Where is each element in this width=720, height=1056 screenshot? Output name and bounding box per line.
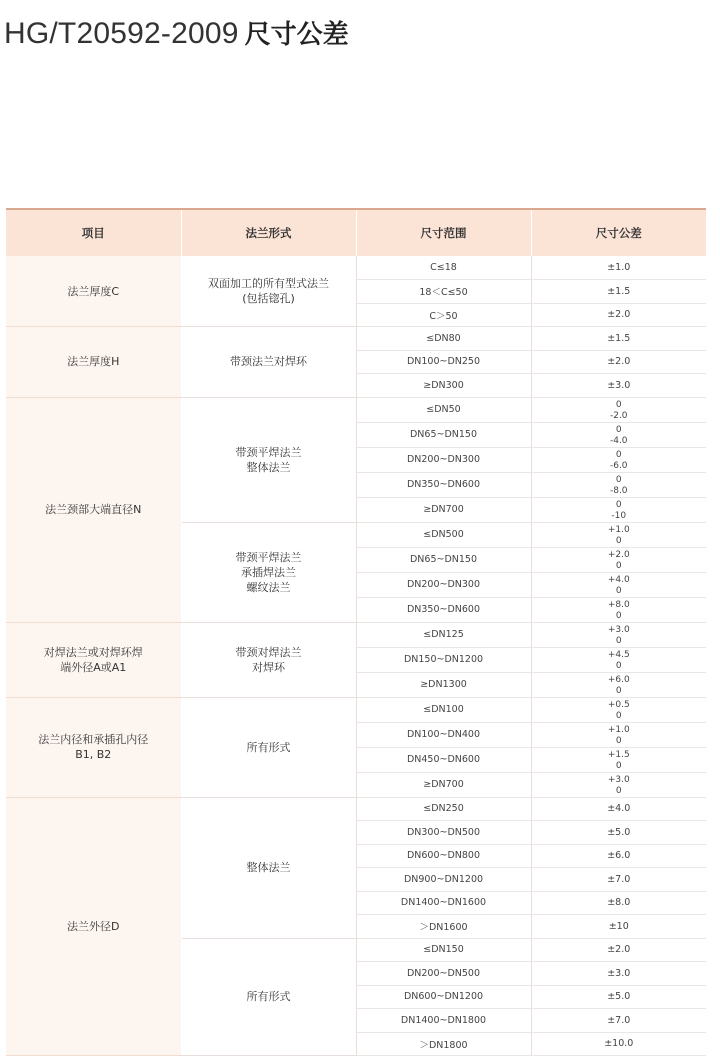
tolerance-cell: ±2.0 — [531, 938, 706, 962]
item-label — [6, 354, 181, 369]
tolerance-cell: ±7.0 — [531, 868, 706, 892]
flange-form-label-line: 所有形式 — [246, 740, 291, 754]
tolerance-cell — [531, 722, 706, 747]
item-cell — [6, 327, 181, 398]
flange-form-cell — [181, 256, 356, 327]
flange-form-label — [182, 989, 356, 1004]
size-range-cell: DN1400~DN1600 — [356, 891, 531, 915]
tolerance-upper: +1.0 — [607, 524, 630, 535]
tolerance-upper: 0 — [615, 474, 622, 485]
flange-form-cell — [181, 327, 356, 398]
item-cell — [6, 697, 181, 797]
size-range-cell: ≤DN80 — [356, 327, 531, 351]
flange-form-label-line: 双面加工的所有型式法兰 — [208, 277, 329, 290]
flange-form-label — [182, 550, 356, 595]
header-flange-form: 法兰形式 — [181, 209, 356, 256]
tolerance-stack — [610, 448, 628, 472]
flange-form-label-line: 螺纹法兰 — [246, 580, 291, 594]
tolerance-cell: ±1.0 — [531, 256, 706, 280]
tolerance-lower: 0 — [615, 535, 622, 546]
flange-form-label-line: 整体法兰 — [246, 460, 291, 474]
tolerance-cell: ±4.0 — [531, 797, 706, 821]
tolerance-upper: +0.5 — [607, 699, 630, 710]
tolerance-cell — [531, 547, 706, 572]
tolerance-cell — [531, 572, 706, 597]
size-range-cell: ＞DN1600 — [356, 915, 531, 939]
page-title — [4, 14, 349, 54]
item-label-line: 对焊法兰或对焊环焊 — [43, 645, 143, 659]
table-row — [6, 697, 706, 722]
tolerance-cell — [531, 747, 706, 772]
flange-form-label-line: 带颈平焊法兰 — [235, 445, 302, 459]
tolerance-lower: 0 — [615, 785, 622, 796]
tolerance-cell: ±1.5 — [531, 327, 706, 351]
size-range-cell: DN200~DN500 — [356, 962, 531, 986]
tolerance-cell: ±7.0 — [531, 1009, 706, 1033]
tolerance-stack — [611, 498, 626, 522]
item-cell — [6, 797, 181, 1056]
tolerance-cell — [531, 422, 706, 447]
item-cell — [6, 397, 181, 622]
item-label-line: 法兰颈部大端直径N — [45, 503, 142, 516]
flange-form-label-line: 对焊环 — [252, 660, 285, 674]
flange-form-cell — [181, 522, 356, 622]
tolerance-cell: ±3.0 — [531, 962, 706, 986]
flange-form-cell — [181, 397, 356, 522]
size-range-cell: DN150~DN1200 — [356, 647, 531, 672]
size-range-cell: ≤DN125 — [356, 622, 531, 647]
tolerance-stack — [608, 698, 630, 722]
flange-form-cell — [181, 938, 356, 1056]
tolerance-cell — [531, 447, 706, 472]
size-range-cell: ≤DN250 — [356, 797, 531, 821]
flange-form-label — [182, 354, 356, 369]
size-range-cell: DN900~DN1200 — [356, 868, 531, 892]
item-label-line: 端外径A或A1 — [60, 660, 127, 674]
header-item: 项目 — [6, 209, 181, 256]
size-range-cell: DN65~DN150 — [356, 422, 531, 447]
tolerance-lower: -4.0 — [609, 435, 628, 446]
tolerance-cell: ±1.5 — [531, 280, 706, 304]
table-header-row — [6, 209, 706, 256]
size-range-cell: DN600~DN800 — [356, 844, 531, 868]
table-row — [6, 797, 706, 821]
tolerance-upper: 0 — [615, 424, 622, 435]
tolerance-upper: +2.0 — [607, 549, 630, 560]
table-row — [6, 256, 706, 280]
tolerance-cell: ±5.0 — [531, 821, 706, 845]
flange-form-label-line: 带颈平焊法兰 — [235, 550, 302, 564]
size-range-cell: DN350~DN600 — [356, 472, 531, 497]
size-range-cell: ≥DN300 — [356, 374, 531, 398]
tolerance-stack — [608, 748, 630, 772]
tolerance-upper: +1.5 — [607, 749, 630, 760]
tolerance-cell — [531, 672, 706, 697]
tolerance-cell: ±3.0 — [531, 374, 706, 398]
item-label-line: 法兰外径D — [67, 919, 120, 933]
tolerance-upper: +6.0 — [607, 674, 630, 685]
tolerance-cell — [531, 397, 706, 422]
tolerance-upper: +1.0 — [607, 724, 630, 735]
tolerance-cell — [531, 772, 706, 797]
size-range-cell: 18＜C≤50 — [356, 280, 531, 304]
tolerance-cell — [531, 622, 706, 647]
flange-form-label — [182, 276, 356, 306]
item-label — [6, 732, 181, 762]
tolerance-cell — [531, 472, 706, 497]
tolerance-stack — [608, 598, 630, 622]
tolerance-lower: 0 — [615, 585, 622, 596]
tolerance-cell — [531, 522, 706, 547]
size-range-cell: DN600~DN1200 — [356, 985, 531, 1009]
size-range-cell: DN200~DN300 — [356, 572, 531, 597]
flange-form-label-line: 整体法兰 — [246, 861, 291, 874]
size-range-cell: ＞DN1800 — [356, 1032, 531, 1056]
size-range-cell: DN1400~DN1800 — [356, 1009, 531, 1033]
tolerance-lower: 0 — [615, 660, 622, 671]
tolerance-stack — [608, 723, 630, 747]
tolerance-lower: -2.0 — [609, 410, 628, 421]
size-range-cell: DN100~DN250 — [356, 350, 531, 374]
tolerance-cell: ±2.0 — [531, 350, 706, 374]
tolerance-upper: +4.0 — [607, 574, 630, 585]
tolerance-lower: -6.0 — [609, 460, 628, 471]
standard-code: HG/T20592-2009 — [4, 17, 239, 50]
flange-form-label-line: 带颈法兰对焊环 — [230, 355, 307, 369]
table-row — [6, 397, 706, 422]
tolerance-upper: 0 — [615, 399, 622, 410]
item-cell — [6, 256, 181, 327]
tolerance-cell — [531, 597, 706, 622]
tolerance-stack — [608, 648, 630, 672]
table-body — [6, 256, 706, 1056]
tolerance-lower: 0 — [615, 760, 622, 771]
tolerance-stack — [608, 623, 630, 647]
item-label — [6, 645, 181, 675]
item-label — [6, 919, 181, 934]
tolerance-cell: ±10.0 — [531, 1032, 706, 1056]
item-label-line: 法兰厚度H — [67, 355, 120, 369]
size-range-cell: C＞50 — [356, 303, 531, 327]
size-range-cell: DN200~DN300 — [356, 447, 531, 472]
tolerance-cell — [531, 497, 706, 522]
tolerance-upper: 0 — [615, 449, 622, 460]
flange-form-label-line: 带颈对焊法兰 — [235, 645, 302, 659]
flange-form-label — [182, 645, 356, 675]
tolerance-lower: 0 — [615, 635, 622, 646]
tolerance-stack — [608, 773, 630, 797]
tolerance-upper: 0 — [615, 499, 622, 510]
tolerance-stack — [610, 398, 628, 422]
tolerance-lower: -8.0 — [609, 485, 628, 496]
item-label-line: B1, B2 — [75, 748, 112, 761]
tolerance-cell — [531, 697, 706, 722]
size-range-cell: ≥DN700 — [356, 772, 531, 797]
tolerance-cell: ±6.0 — [531, 844, 706, 868]
flange-form-label-line: 承插焊法兰 — [241, 565, 296, 579]
tolerance-lower: 0 — [615, 610, 622, 621]
tolerance-lower: 0 — [615, 735, 622, 746]
flange-form-label — [182, 445, 356, 475]
size-range-cell: C≤18 — [356, 256, 531, 280]
size-range-cell: ≤DN100 — [356, 697, 531, 722]
size-range-cell: DN65~DN150 — [356, 547, 531, 572]
flange-form-label-line: 所有形式 — [246, 990, 291, 1004]
tolerance-upper: +8.0 — [607, 599, 630, 610]
item-label-line: 法兰厚度C — [67, 284, 120, 298]
item-cell — [6, 622, 181, 697]
size-range-cell: DN300~DN500 — [356, 821, 531, 845]
size-range-cell: DN350~DN600 — [356, 597, 531, 622]
table-row — [6, 622, 706, 647]
tolerance-cell — [531, 647, 706, 672]
flange-form-cell — [181, 697, 356, 797]
tolerance-lower: 0 — [615, 710, 622, 721]
flange-form-label — [182, 860, 356, 875]
size-range-cell: ≤DN50 — [356, 397, 531, 422]
flange-form-label-line: (包括锪孔) — [242, 292, 295, 305]
tolerance-lower: 0 — [615, 560, 622, 571]
tolerance-lower: -10 — [611, 510, 627, 521]
tolerance-cell: ±5.0 — [531, 985, 706, 1009]
tolerance-stack — [610, 423, 628, 447]
tolerance-upper: +3.0 — [607, 624, 630, 635]
size-range-cell: ≥DN700 — [356, 497, 531, 522]
table-row — [6, 327, 706, 351]
flange-form-cell — [181, 622, 356, 697]
tolerance-upper: +4.5 — [607, 649, 630, 660]
header-tolerance: 尺寸公差 — [531, 209, 706, 256]
size-range-cell: ≤DN500 — [356, 522, 531, 547]
tolerance-cell: ±2.0 — [531, 303, 706, 327]
tolerance-stack — [608, 548, 630, 572]
flange-form-cell — [181, 797, 356, 938]
tolerance-stack — [608, 673, 630, 697]
tolerance-cell: ±8.0 — [531, 891, 706, 915]
item-label-line: 法兰内径和承插孔内径 — [38, 733, 149, 746]
title-text: 尺寸公差 — [244, 20, 349, 50]
tolerance-stack — [610, 473, 628, 497]
tolerance-stack — [608, 573, 630, 597]
tolerance-stack — [608, 523, 630, 547]
size-range-cell: ≥DN1300 — [356, 672, 531, 697]
item-label — [6, 284, 181, 299]
size-range-cell: ≤DN150 — [356, 938, 531, 962]
size-range-cell: DN450~DN600 — [356, 747, 531, 772]
tolerance-upper: +3.0 — [607, 774, 630, 785]
tolerance-table — [6, 208, 706, 1056]
item-label — [6, 502, 181, 517]
flange-form-label — [182, 740, 356, 755]
tolerance-cell: ±10 — [531, 915, 706, 939]
header-size-range: 尺寸范围 — [356, 209, 531, 256]
size-range-cell: DN100~DN400 — [356, 722, 531, 747]
tolerance-lower: 0 — [615, 685, 622, 696]
